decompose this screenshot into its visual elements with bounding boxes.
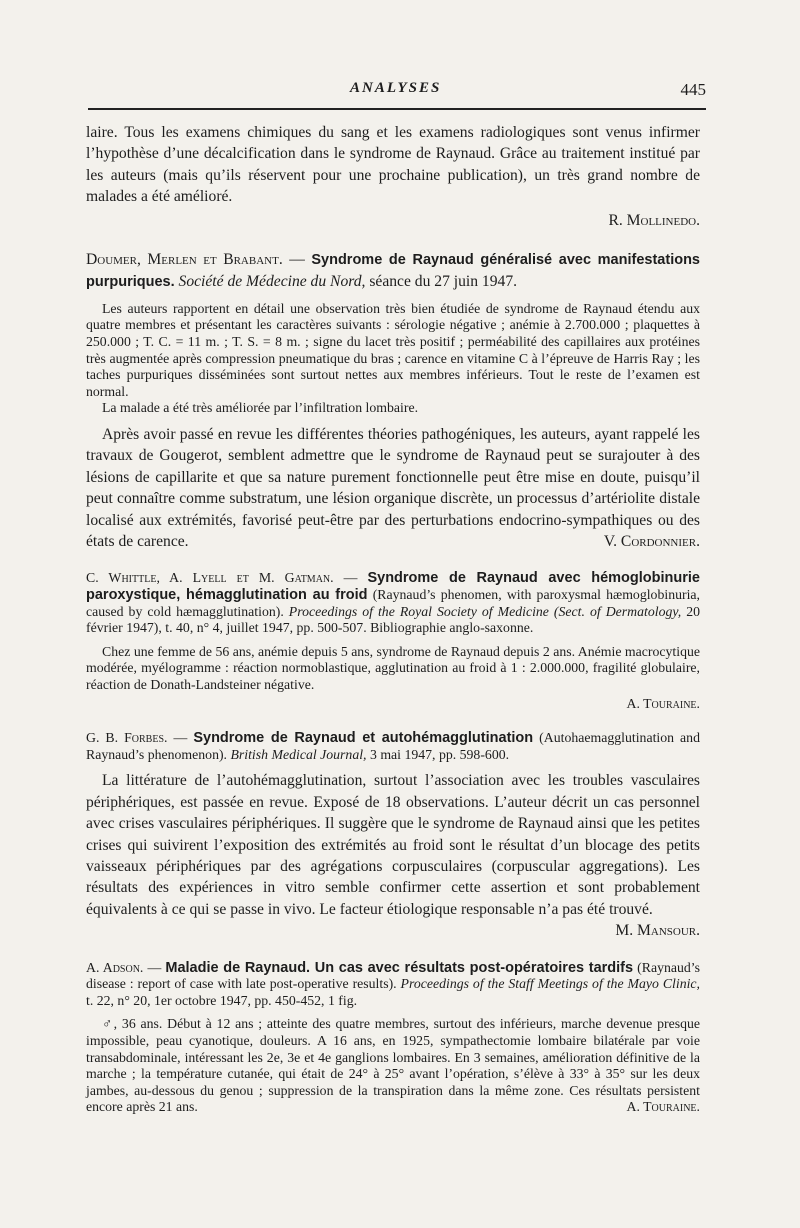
reference: 20 février 1947), t. 40, n° 4, juillet 1947, pp. 500-507. Bibliographie anglo-saxonne. bbox=[86, 603, 700, 636]
dash: — bbox=[282, 251, 312, 269]
abstract-paragraph: La malade a été très améliorée par l’infiltration lombaire. bbox=[102, 400, 419, 416]
dash: — bbox=[167, 730, 194, 746]
original-title: (Autohaemagglutination and Raynaud’s phenomenon). bbox=[86, 730, 700, 762]
article-title: Syndrome de Raynaud avec hémoglobinurie paroxystique, hémagglutination au froid bbox=[86, 570, 700, 604]
dash: — bbox=[143, 959, 166, 975]
abstract-paragraph: Les auteurs rapportent en détail une observation très bien étudiée de syndrome de Raynaud étendu aux quatre membres et présentant les caractères suivants : sérologie négative ; anémie à 2.700.000 ; plaquettes à 250.000 ; T. C. = 11 m. ; T. S. = 8 m. ; signe du lacet très positif ; perméabilité des capillaires aux protéines très augmentée après compression pneumatique du bras ; carence en vitamine C à l’épreuve de Harris Ray ; les taches purpuriques disséminées sont surtout nettes aux membres inférieurs. Tout le reste de l’examen est normal. bbox=[86, 300, 700, 399]
article-title: Maladie de Raynaud. Un cas avec résultats post-opératoires tardifs bbox=[165, 959, 634, 976]
original-title: (Raynaud’s phenomen, with paroxysmal hæmoglobinuria, caused by cold hæmagglutination). bbox=[86, 587, 700, 619]
section-title: ANALYSES bbox=[350, 80, 442, 96]
page-body bbox=[86, 122, 700, 1116]
abstract-heading bbox=[86, 249, 700, 294]
running-header bbox=[88, 80, 706, 104]
abstract-paragraph bbox=[86, 770, 700, 941]
dash: — bbox=[333, 570, 368, 586]
authors: C. Whittle, A. Lyell et M. Gatman. bbox=[86, 570, 334, 586]
page-number: 445 bbox=[680, 80, 706, 99]
authors: Doumer, Merlen et Brabant. bbox=[86, 251, 283, 269]
article-title: Syndrome de Raynaud et autohémagglutination bbox=[193, 730, 534, 747]
article-title: Syndrome de Raynaud généralisé avec manifestations purpuriques. bbox=[86, 252, 700, 291]
abstract-heading bbox=[86, 730, 700, 763]
abstract-paragraph bbox=[86, 1016, 700, 1116]
reference: t. 22, n° 20, 1er octobre 1947, pp. 450-452, 1 fig. bbox=[86, 992, 358, 1008]
signature: V. Cordonnier. bbox=[603, 533, 700, 551]
abstract-heading bbox=[86, 960, 700, 1010]
header-rule bbox=[88, 108, 706, 110]
authors: G. B. Forbes. bbox=[86, 730, 168, 746]
abstract-text: Après avoir passé en revue les différentes théories pathogéniques, les auteurs, ayant rappelé les travaux de Gougerot, semblent admettre que le syndrome de Raynaud peut se surajouter à des lésions de capillarite et que sa nature purement fonctionnelle peut être mise en doute, puisqu’il peut connaître comme substratum, une lésion organique discrète, un processus d’artériolite distale localisé aux extrémités, favorisé peut-être par des perturbations endocrino-sympathiques ou des états de carence. bbox=[86, 426, 700, 551]
journal: British Medical Journal, bbox=[227, 746, 367, 762]
reference: 3 mai 1947, pp. 598-600. bbox=[366, 746, 510, 762]
abstract-text: ♂, 36 ans. Début à 12 ans ; atteinte des quatre membres, surtout des inférieurs, marche devenue presque impossible, peau cyanotique, douleurs. A 16 ans, en 1925, sympathectomie lombaire bilatérale par voie transabdominale, intéressant les 2e, 3e et 4e ganglions lombaires. En 3 semaines, amélioration définitive de la marche ; la température cutanée, qui était de 24° à 25° avant l’opération, s’élève à 33° à 35° sur les deux jambes, au-dessous du genou ; suppression de la transpiration dans la même zone. Ces résultats persistent encore après 21 ans. bbox=[86, 1016, 700, 1115]
signature: R. Mollinedo. bbox=[608, 211, 700, 229]
abstract-paragraph bbox=[86, 424, 700, 552]
authors: A. Adson. bbox=[86, 959, 144, 975]
signature: A. Touraine. bbox=[626, 1099, 700, 1115]
intro-paragraph: laire. Tous les examens chimiques du sang et les examens radiologiques sont venus infirmer l’hypothèse d’une décalcification dans le syndrome de Raynaud. Grâce au traitement institué par les auteurs (mais qu’ils réservent pour une prochaine publication), un très grand nombre de malades a été amélioré. bbox=[86, 124, 700, 206]
signature: A. Touraine. bbox=[626, 695, 700, 711]
abstract-text: La littérature de l’autohémagglutination, surtout l’association avec les troubles vasculaires périphériques, est passée en revue. Exposé de 18 observations. L’auteur décrit un cas personnel avec crises vasculaires périphériques. Il suggère que le syndrome de Raynaud ainsi que les petites crises qui suivirent l’exposition des extrémités au froid sont le résultat d’un blocage des petits vaisseaux périphériques par des agrégations corpusculaires (corpuscular aggregations). Les résultats des expériences in vitro semble confirmer cette assertion et sont probablement équivalents à ce qui se passe in vivo. Le facteur étiologique responsable n’a pas été trouvé. bbox=[86, 772, 700, 918]
reference: séance du 27 juin 1947. bbox=[365, 273, 518, 291]
abstract-paragraph: Chez une femme de 56 ans, anémie depuis 5 ans, syndrome de Raynaud depuis 2 ans. Anémie macrocytique modérée, myélogramme : réaction normoblastique, agglutination au froid à 1 : 2.000.000, fragilité globulaire, réaction de Donath-Landsteiner négative. bbox=[86, 643, 700, 692]
original-title: (Raynaud’s disease : report of case with late post-operative results). bbox=[86, 959, 700, 992]
journal: Société de Médecine du Nord, bbox=[174, 273, 366, 291]
signature: M. Mansour. bbox=[615, 922, 700, 940]
abstract-heading bbox=[86, 570, 700, 636]
journal: Proceedings of the Staff Meetings of the Mayo Clinic, bbox=[396, 976, 700, 992]
journal: Proceedings of the Royal Society of Medicine (Sect. of Dermatology, bbox=[283, 603, 682, 619]
